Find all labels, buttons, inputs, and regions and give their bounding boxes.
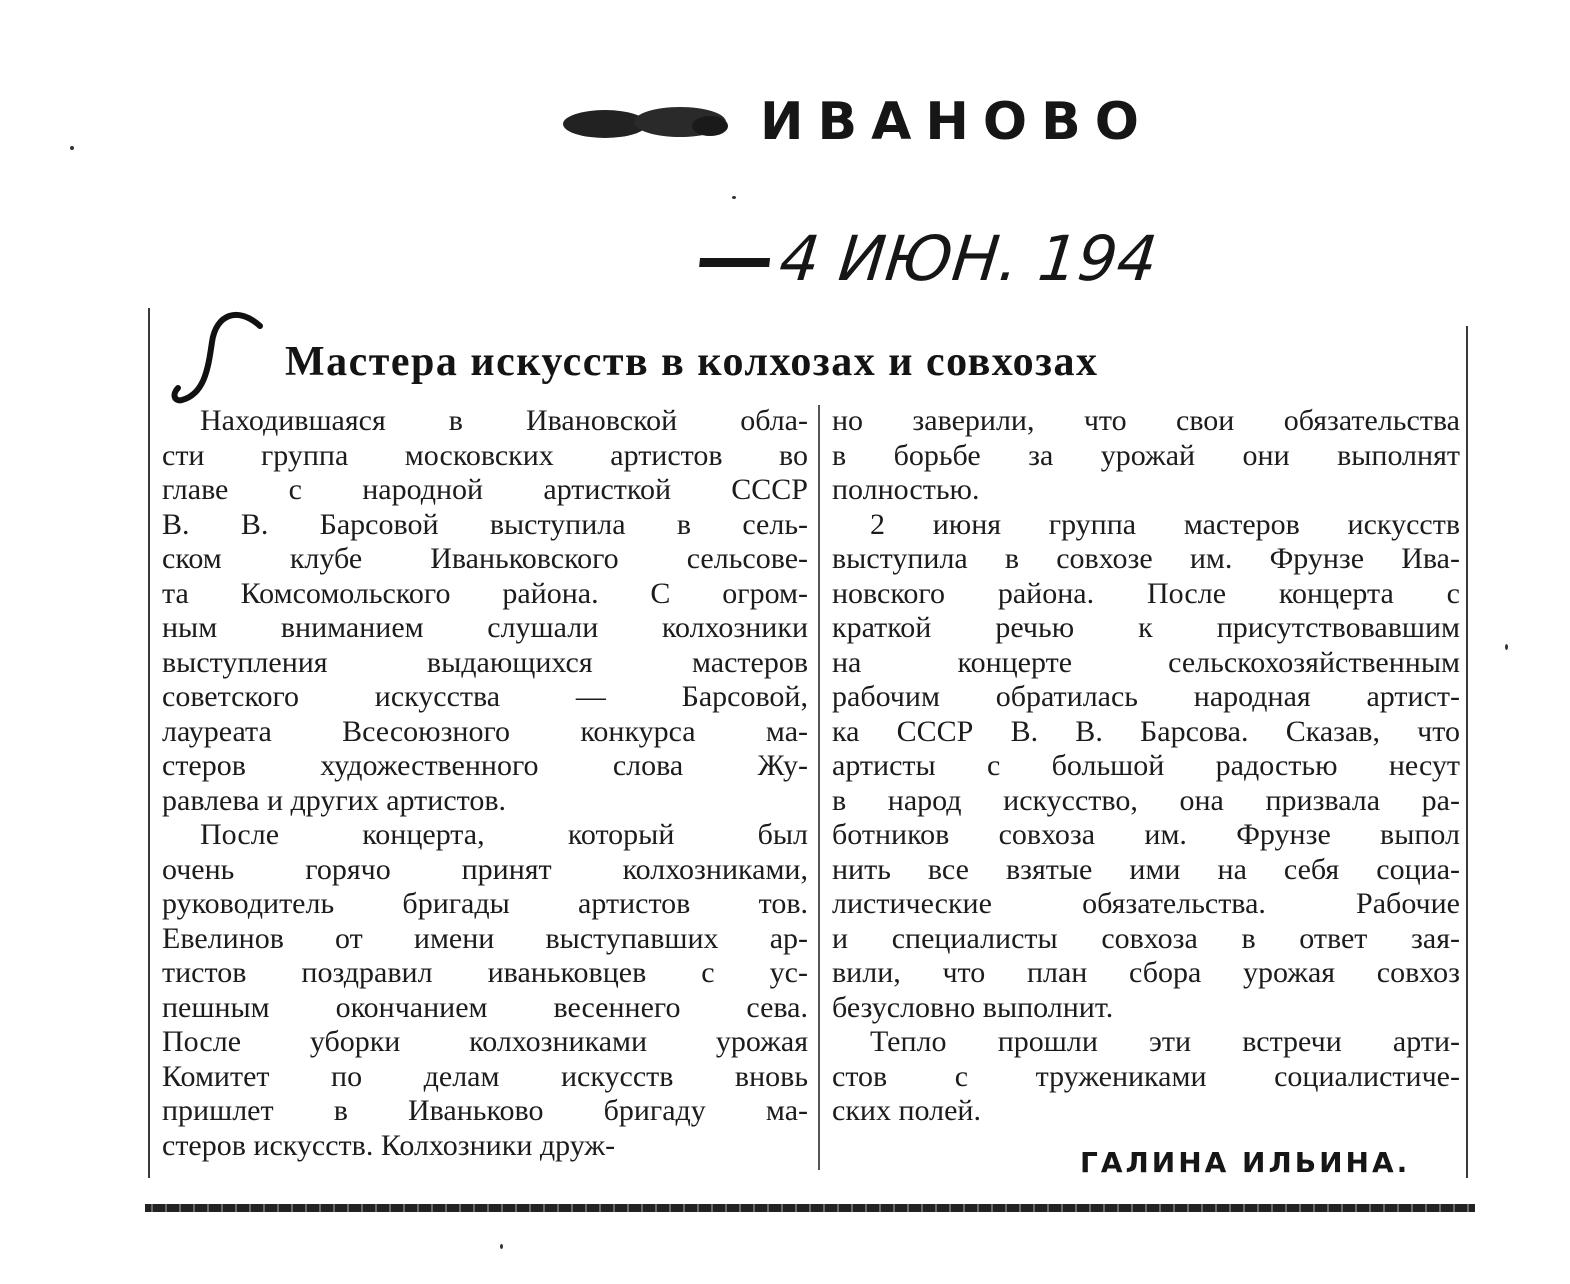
bottom-rule	[145, 1204, 1475, 1212]
stamp-publication-name: ИВАНОВО	[760, 92, 1153, 152]
article-text-line: ботников совхоза им. Фрунзе выпол	[832, 818, 1460, 851]
handwritten-bracket-mark	[168, 308, 278, 418]
article-text-line: тистов поздравил иваньковцев с ус-	[162, 956, 808, 989]
article-text-line: советского искусства — Барсовой,	[162, 680, 808, 713]
scan-speck	[70, 146, 74, 150]
article-text-line: безусловно выполнит.	[832, 990, 1114, 1024]
scan-speck	[732, 196, 736, 199]
article-text-line: Находившаяся в Ивановской обла-	[200, 404, 808, 437]
article-text-line: стеров искусств. Колхозники друж-	[162, 1128, 616, 1162]
article-text-line: краткой речью к присутствовавшим	[832, 611, 1460, 644]
clipping-stamp-source	[560, 92, 1260, 162]
article-text-line: руководитель бригады артистов тов.	[162, 887, 808, 920]
article-text-line: После концерта, который был	[200, 818, 808, 851]
article-text-line: новского района. После концерта с	[832, 576, 1460, 610]
article-text-line: 2 июня группа мастеров искусств	[870, 507, 1460, 541]
article-column-left	[162, 404, 808, 1163]
scan-speck	[500, 1244, 503, 1249]
article-text-line: сти группа московских артистов во	[162, 438, 808, 472]
article-text-line: нить все взятые ими на себя социа-	[832, 852, 1460, 886]
article-text-line: и специалисты совхоза в ответ зая-	[832, 921, 1460, 955]
article-text-line: После уборки колхозниками урожая	[162, 1025, 808, 1058]
article-column-right	[832, 404, 1460, 1129]
article-text-line: полностью.	[832, 473, 980, 506]
stamp-dash	[699, 258, 770, 267]
article-text-line: Тепло прошли эти встречи арти-	[870, 1025, 1460, 1058]
column-divider	[818, 405, 820, 1170]
scan-speck	[1505, 644, 1508, 650]
article-text-line: выступления выдающихся мастеров	[162, 645, 808, 679]
article-text-line: рабочим обратилась народная артист-	[832, 680, 1460, 713]
article-text-line: в борьбе за урожай они выполнят	[832, 438, 1460, 472]
article-text-line: ным вниманием слушали колхозники	[162, 611, 808, 644]
article-text-line: равлева и других артистов.	[162, 783, 507, 817]
clipping-frame-left	[148, 308, 150, 1178]
article-text-line: ских полей.	[832, 1094, 981, 1127]
article-text-line: артисты с большой радостью несут	[832, 749, 1460, 782]
article-text-line: но заверили, что свои обязательства	[832, 404, 1460, 437]
article-text-line: пешным окончанием весеннего сева.	[162, 990, 808, 1024]
article-text-line: главе с народной артисткой СССР	[162, 473, 808, 506]
article-text-line: В. В. Барсовой выступила в сель-	[162, 507, 808, 541]
article-text-line: листические обязательства. Рабочие	[832, 887, 1460, 920]
article-text-line: на концерте сельскохозяйственным	[832, 645, 1460, 679]
article-text-line: ка СССР В. В. Барсова. Сказав, что	[832, 714, 1460, 748]
article-text-line: лауреата Всесоюзного конкурса ма-	[162, 714, 808, 748]
stamp-date-text: 4 ИЮН. 194	[776, 222, 1161, 295]
article-text-line: стеров художественного слова Жу-	[162, 749, 808, 782]
article-text-line: выступила в совхозе им. Фрунзе Ива-	[832, 542, 1460, 575]
article-headline: Мастера искусств в колхозах и совхозах	[285, 339, 1099, 385]
clipping-frame-right	[1466, 326, 1468, 1178]
article-text-line: пришлет в Иваньково бригаду ма-	[162, 1094, 808, 1127]
article-text-line: Комитет по делам искусств вновь	[162, 1059, 808, 1093]
article-text-line: та Комсомольского района. С огром-	[162, 576, 808, 610]
article-text-line: вили, что план сбора урожая совхоз	[832, 956, 1460, 989]
article-text-line: ском клубе Иваньковского сельсове-	[162, 542, 808, 575]
article-text-line: стов с тружениками социалистиче-	[832, 1059, 1460, 1093]
clipping-stamp-date	[696, 222, 1161, 295]
article-text-line: очень горячо принят колхозниками,	[162, 852, 808, 886]
article-signature: ГАЛИНА ИЛЬИНА.	[1080, 1146, 1411, 1179]
article-text-line: в народ искусство, она призвала ра-	[832, 783, 1460, 817]
article-text-line: Евелинов от имени выступавших ар-	[162, 921, 808, 955]
ink-smudge	[560, 102, 730, 142]
